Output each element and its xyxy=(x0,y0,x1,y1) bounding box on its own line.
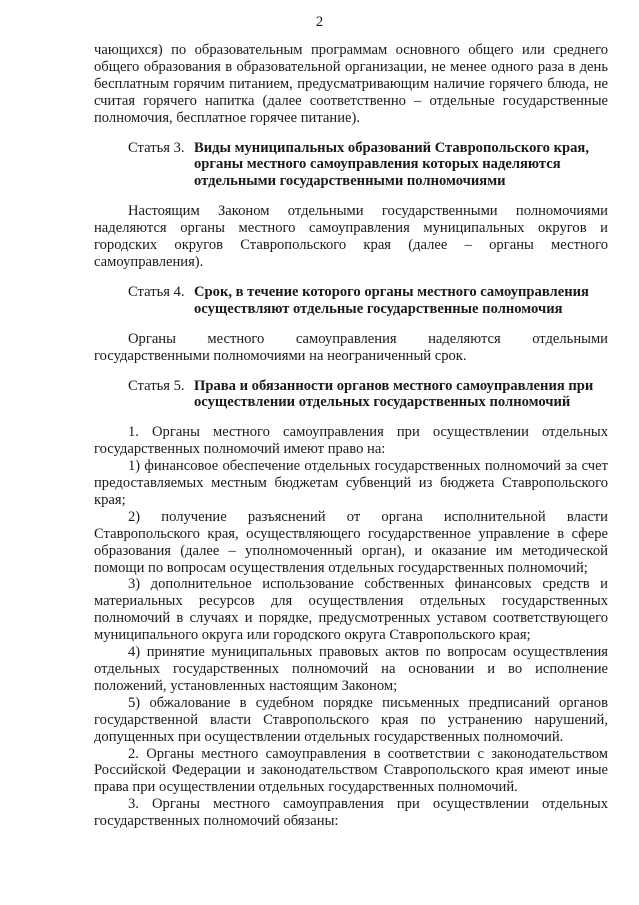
page-number: 2 xyxy=(315,14,324,30)
article-5-title: Права и обязанности органов местного самоуправления при осуществлении отдельных государственных полномочий xyxy=(194,377,594,411)
article-4-paragraph: Органы местного самоуправления наделяются отдельными государственными полномочиями на неограниченный срок. xyxy=(94,330,608,364)
article-5-clause-2: 2. Органы местного самоуправления в соответствии с законодательством Российской Федерации и законодательством Ставропольского края имеют иные права при осуществлении отдельных государственных полномочий. xyxy=(94,745,608,796)
article-3-paragraph: Настоящим Законом отдельными государственными полномочиями наделяются органы местного самоуправления муниципальных округов и городских округов Ставропольского края (далее – органы местного самоуправления). xyxy=(94,203,608,270)
article-4-title: Срок, в течение которого органы местного самоуправления осуществляют отдельные государственные полномочия xyxy=(194,283,589,317)
article-3-title: Виды муниципальных образований Ставропольского края, органы местного самоуправления которых наделяются отдельными государственными полномочиями xyxy=(194,139,589,190)
document-body xyxy=(94,42,608,830)
article-4-number: Статья 4. xyxy=(128,283,185,300)
article-5-number: Статья 5. xyxy=(128,377,185,394)
article-5-item-2: 2) получение разъяснений от органа исполнительной власти Ставропольского края, осуществляющего государственное управление в сфере образования (далее – уполномоченный орган), и оказание им методической помощи по вопросам осуществления отдельных государственных полномочий; xyxy=(94,508,608,576)
article-5-item-1: 1) финансовое обеспечение отдельных государственных полномочий за счет предоставляемых местным бюджетам субвенций из бюджета Ставропольского края; xyxy=(94,458,608,508)
article-3-heading xyxy=(94,140,608,191)
article-4-heading xyxy=(94,284,608,318)
article-5-item-5: 5) обжалование в судебном порядке письменных предписаний органов государственной власти Ставропольского края по устранению нарушений, допущенных при осуществлении отдельных государственных полномочий. xyxy=(94,694,608,745)
article-5-item-3: 3) дополнительное использование собственных финансовых средств и материальных ресурсов для осуществления отдельных государственных полномочий в случаях и порядке, предусмотренных уставом соответствующего муниципального округа или городского округа Ставропольского края; xyxy=(94,576,608,644)
article-5-clause-1: 1. Органы местного самоуправления при осуществлении отдельных государственных полномочий имеют право на: xyxy=(94,424,608,458)
article-3-number: Статья 3. xyxy=(128,139,185,156)
article-5-clause-3: 3. Органы местного самоуправления при осуществлении отдельных государственных полномочий обязаны: xyxy=(94,796,608,830)
article-5-heading xyxy=(94,378,608,412)
article-5-item-4: 4) принятие муниципальных правовых актов по вопросам осуществления отдельных государственных полномочий на основании и во исполнение положений, установленных настоящим Законом; xyxy=(94,644,608,694)
intro-paragraph: чающихся) по образовательным программам основного общего или среднего общего образования в образовательной организации, не менее одного раза в день бесплатным горячим питанием, предусматривающим наличие горячего блюда, не считая горячего напитка (далее соответственно – отдельные государственные полномочия, бесплатное горячее питание). xyxy=(94,42,608,126)
